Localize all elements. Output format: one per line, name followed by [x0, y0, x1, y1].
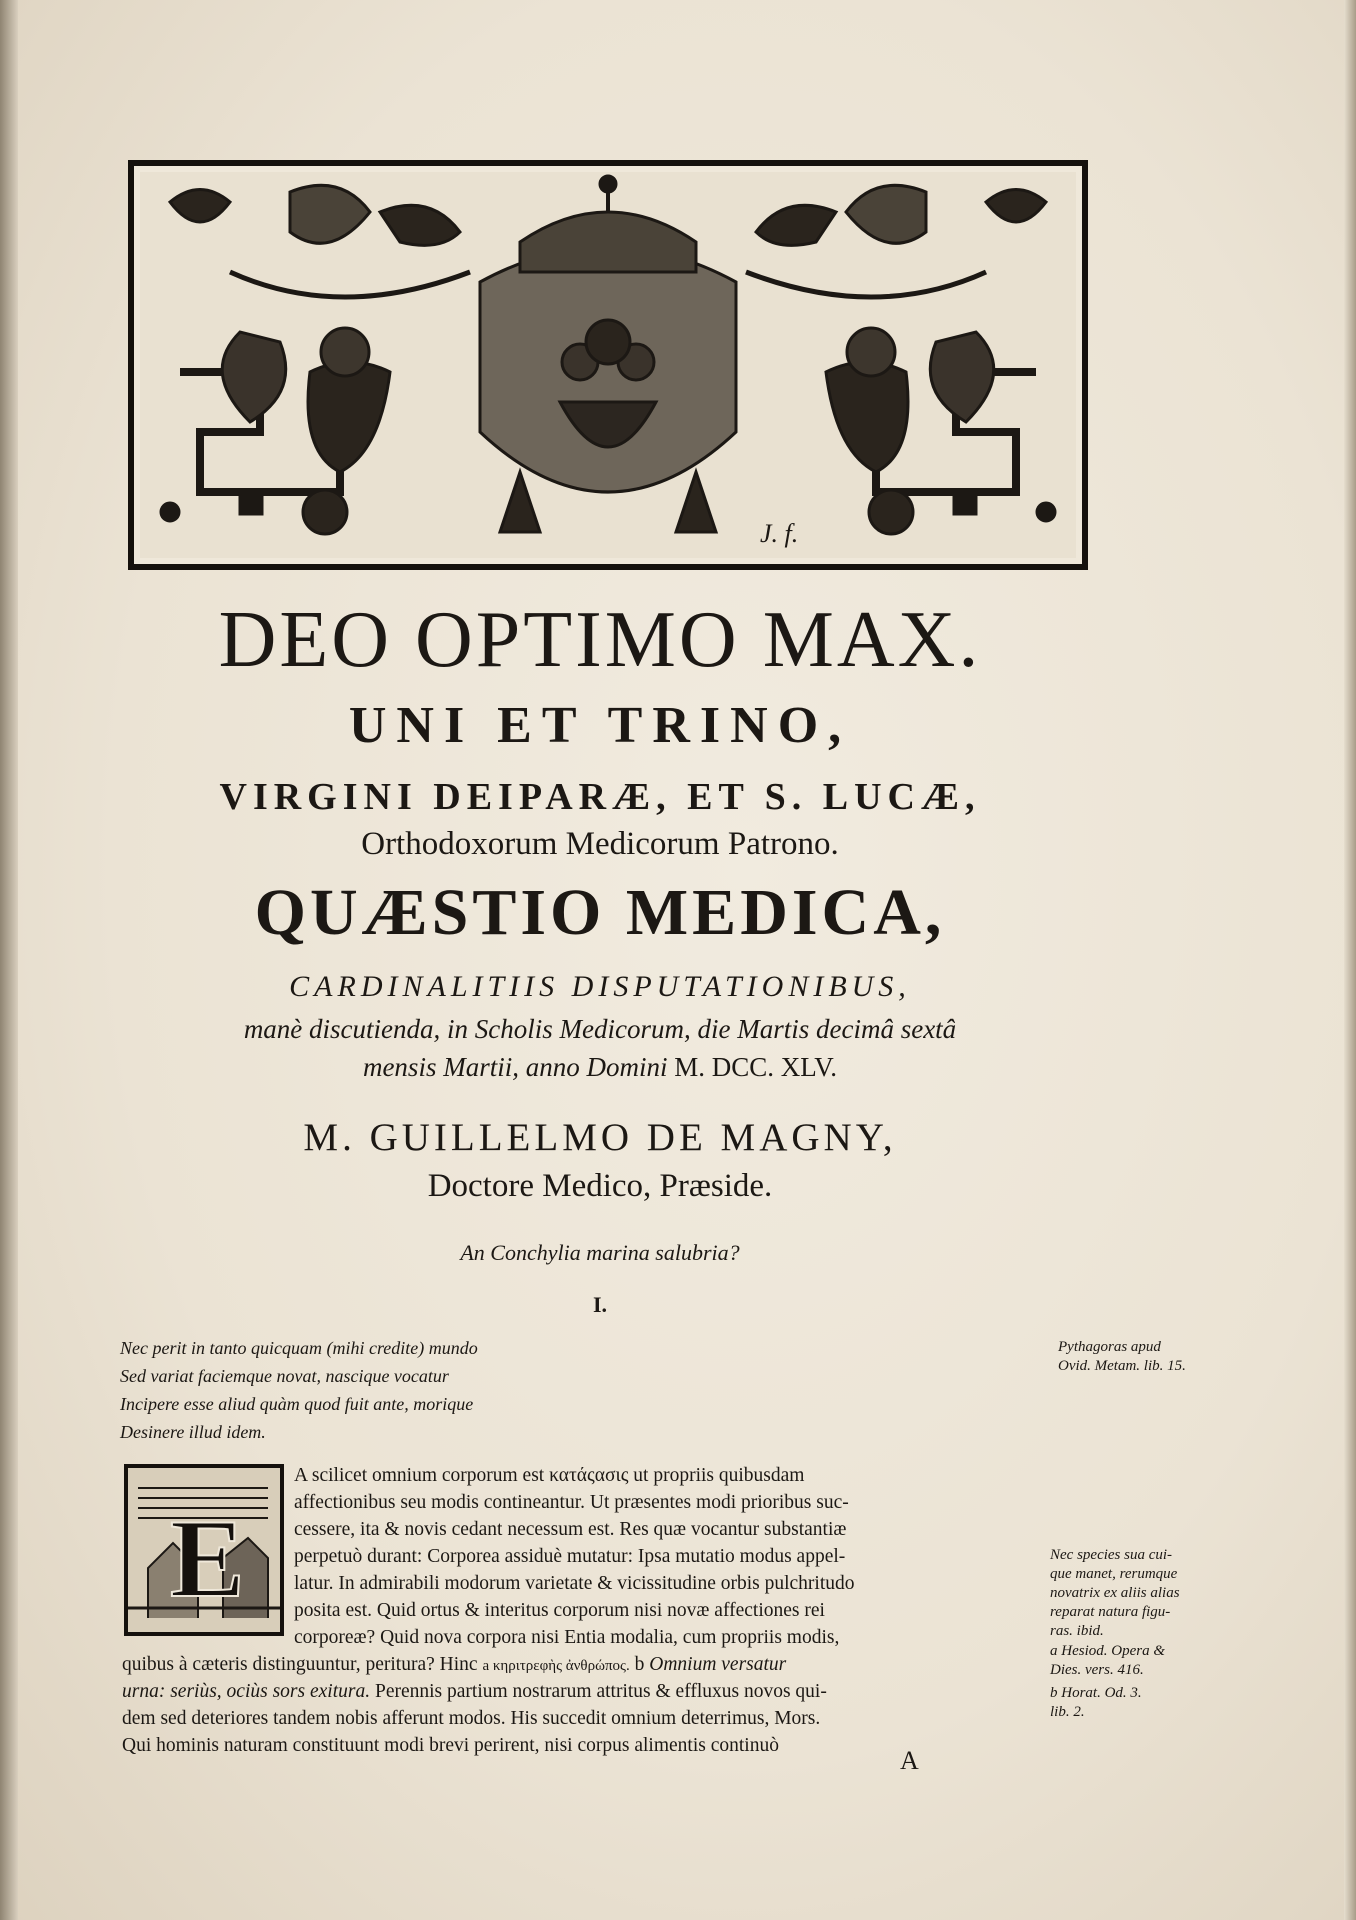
body-line-text: quibus à cæteris distinguuntur, peritura? Hinc: [122, 1654, 478, 1675]
margin-note-line: reparat natura figu-: [1050, 1604, 1171, 1620]
body-line-italic: urna: seriùs, ociùs sors exitura.: [122, 1681, 371, 1702]
margin-note-a: [1050, 1642, 1165, 1680]
headpiece-initials: J. f.: [760, 519, 799, 548]
margin-note-line: b Horat. Od. 3.: [1050, 1685, 1142, 1701]
margin-note-line: Dies. vers. 416.: [1050, 1662, 1144, 1678]
verse-line: Desinere illud idem.: [120, 1422, 266, 1442]
date-line-2-year: M. DCC. XLV.: [674, 1052, 838, 1082]
date-line-1: manè discutienda, in Scholis Medicorum, die Martis decimâ sextâ: [243, 1014, 957, 1044]
body-paragraph-indented: [294, 1462, 855, 1651]
verse-line: Incipere esse aliud quàm quod fuit ante, morique: [120, 1394, 474, 1414]
body-line: affectionibus seu modis contineantur. Ut præsentes modi prioribus suc-: [294, 1492, 849, 1513]
svg-text:E: E: [170, 1497, 245, 1621]
margin-note-line: Nec species sua cui-: [1050, 1547, 1173, 1563]
page-edge-left: [0, 0, 18, 1920]
body-paragraph-full: [122, 1651, 827, 1759]
body-line: latur. In admirabili modorum varietate & vicissitudine orbis pulchritudo: [294, 1573, 855, 1594]
margin-note-line: lib. 2.: [1050, 1704, 1085, 1720]
margin-note-line: ras. ibid.: [1050, 1623, 1104, 1639]
body-line: A scilicet omnium corporum est κατάςασις ut propriis quibusdam: [294, 1465, 805, 1486]
praeses-name: M. GUILLELMO DE MAGNY,: [303, 1116, 897, 1159]
margin-note-line: Pythagoras apud: [1058, 1339, 1161, 1355]
body-line: corporeæ? Quid nova corpora nisi Entia modalia, cum propriis modis,: [294, 1627, 840, 1648]
body-line: perpetuò durant: Corporea assiduè mutatur: Ipsa mutatio modus appel-: [294, 1546, 846, 1567]
verse-line: Nec perit in tanto quicquam (mihi credite) mundo: [120, 1338, 478, 1358]
body-line: [122, 1651, 827, 1678]
margin-note-line: Ovid. Metam. lib. 15.: [1058, 1358, 1186, 1374]
dedication-line-1: DEO OPTIMO MAX.: [218, 596, 982, 684]
dedication-line-2: UNI ET TRINO,: [348, 697, 852, 754]
thesis-question: An Conchylia marina salubria?: [460, 1240, 740, 1265]
body-line: [122, 1678, 827, 1705]
margin-note-line: a Hesiod. Opera &: [1050, 1643, 1165, 1659]
verse-line: Sed variat faciemque novat, nascique vocatur: [120, 1366, 449, 1386]
woodcut-headpiece: [128, 160, 1088, 570]
date-line-2: [100, 1054, 1100, 1081]
margin-note-b: [1050, 1684, 1142, 1722]
margin-note-1: [1050, 1546, 1180, 1641]
margin-note-verse-source: [1058, 1338, 1186, 1376]
disputation-line: CARDINALITIIS DISPUTATIONIBUS,: [289, 970, 911, 1003]
margin-note-line: novatrix ex aliis alias: [1050, 1585, 1180, 1601]
margin-note-line: que manet, rerumque: [1050, 1566, 1178, 1582]
page-edge-right: [1344, 0, 1356, 1920]
dedication-line-4: Orthodoxorum Medicorum Patrono.: [361, 826, 839, 862]
greek-quotation: a κηριτρεφὴς ἀνθρώπος.: [482, 1658, 630, 1674]
section-number: I.: [592, 1292, 608, 1317]
thesis-title: QUÆSTIO MEDICA,: [254, 876, 946, 949]
body-line-text: Perennis partium nostrarum attritus & effluxus novos qui-: [374, 1681, 827, 1702]
body-line: posita est. Quid ortus & interitus corporum nisi novæ affectiones rei: [294, 1600, 825, 1621]
date-line-2-text: mensis Martii, anno Domini: [362, 1052, 668, 1082]
body-line-italic: Omnium versatur: [649, 1654, 787, 1675]
headpiece-ornament-graphic: [140, 172, 1076, 558]
body-line: dem sed deteriores tandem nobis afferunt modos. His succedit omnium deterrimus, Mors.: [122, 1708, 821, 1729]
drop-cap-illustration: [128, 1468, 280, 1632]
signature-mark: A: [900, 1746, 919, 1775]
verse-epigraph: [120, 1334, 720, 1446]
praeses-title: Doctore Medico, Præside.: [427, 1168, 773, 1204]
dedication-line-3: VIRGINI DEIPARÆ, ET S. LUCÆ,: [219, 776, 981, 818]
drop-cap-initial: [124, 1464, 284, 1636]
body-line: cessere, ita & novis cedant necessum est. Res quæ vocantur substantiæ: [294, 1519, 847, 1540]
footnote-marker: b: [634, 1654, 645, 1675]
body-line: Qui hominis naturam constituunt modi brevi perirent, nisi corpus alimentis continuò: [122, 1735, 779, 1756]
